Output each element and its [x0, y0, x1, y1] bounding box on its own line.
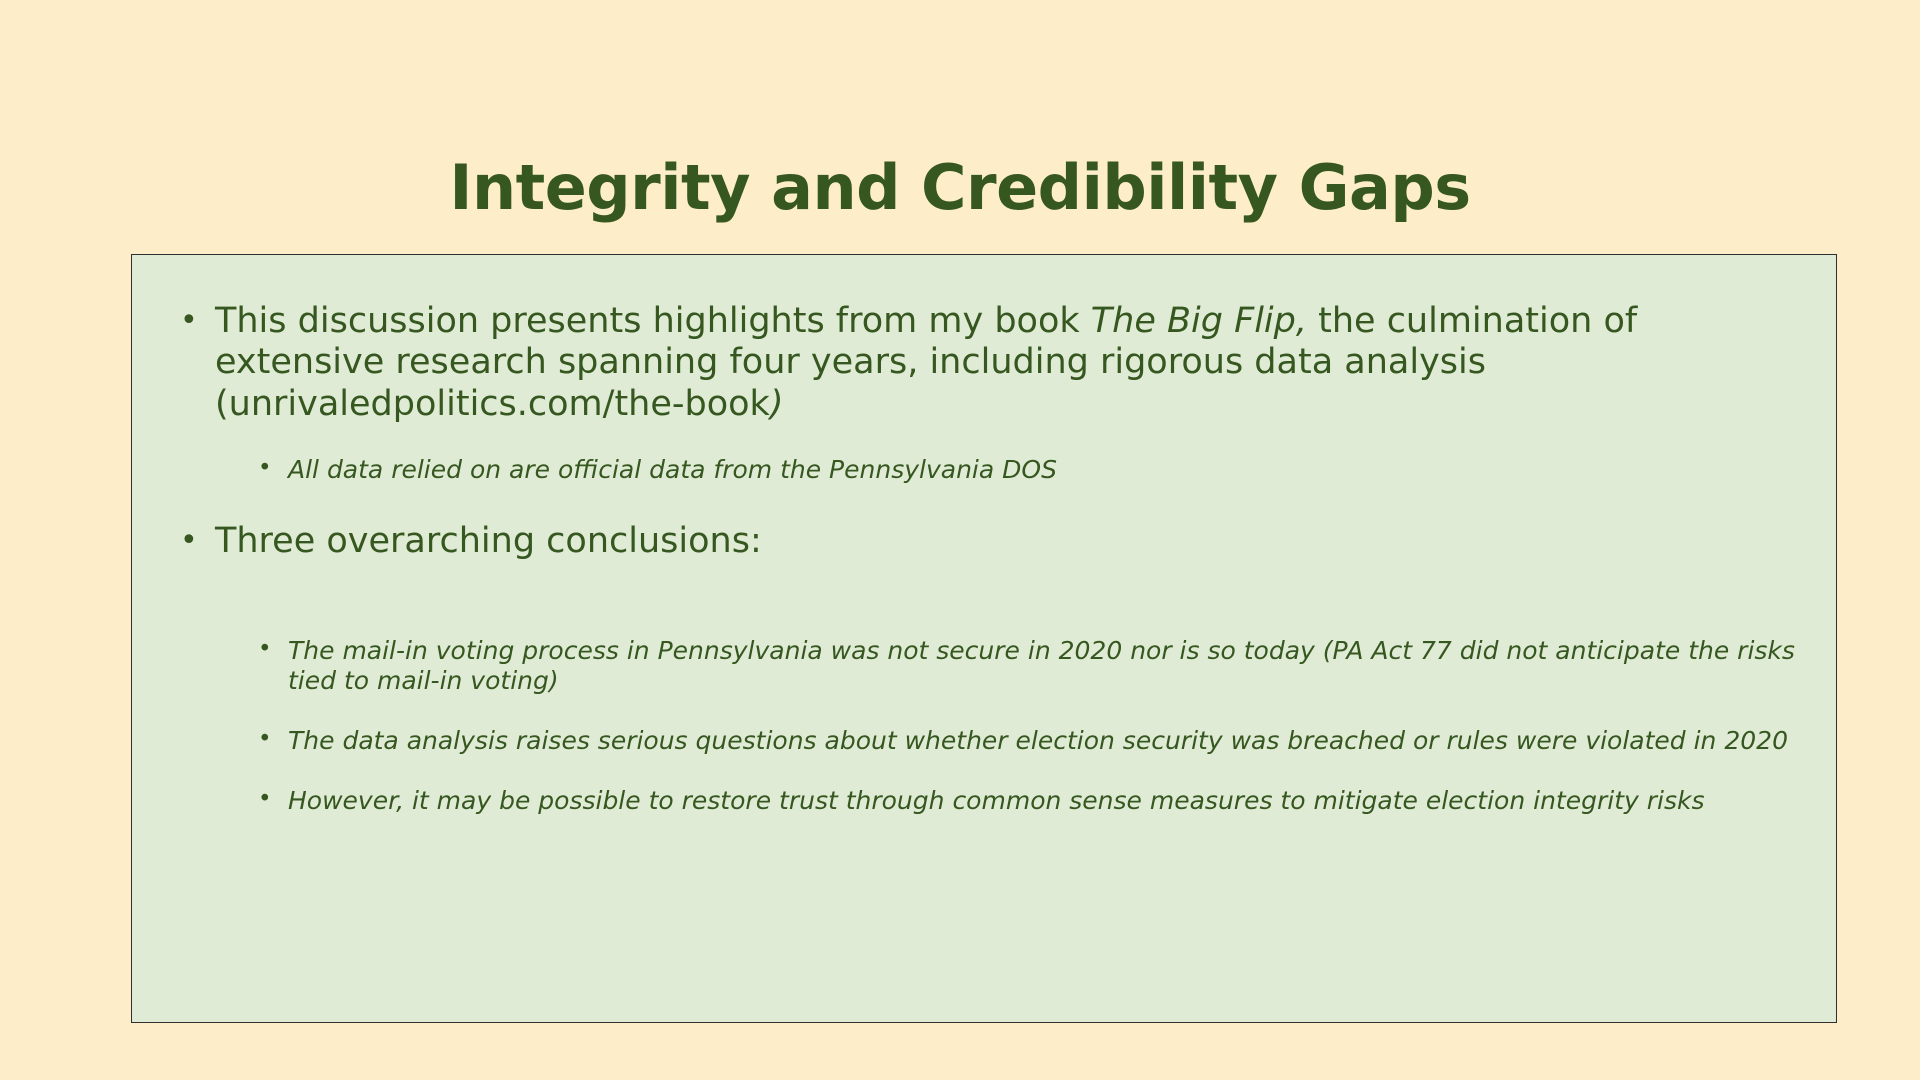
list-item-text: The data analysis raises serious questions about whether election security was breached or rules were violated in 2020 — [288, 726, 1788, 756]
text-run: the culmination of extensive research spanning four years, including rigorous data analysis (unrivaledpolitics.com/the-book — [215, 301, 1638, 424]
list-item — [162, 301, 1796, 425]
list-item-text: The mail-in voting process in Pennsylvania was not secure in 2020 nor is so today (PA Act 77 did not anticipate the risks tied to mail-in voting) — [288, 636, 1795, 696]
text-run-italic: The Big Flip, — [1090, 301, 1307, 341]
spacer — [162, 572, 1796, 606]
page-title: Integrity and Credibility Gaps — [449, 150, 1471, 224]
bullet-list — [162, 301, 1796, 816]
content-panel — [131, 254, 1837, 1023]
list-item-text: However, it may be possible to restore trust through common sense measures to mitigate election integrity risks — [288, 786, 1705, 816]
list-item — [162, 726, 1796, 756]
text-run: This discussion presents highlights from my book — [215, 301, 1091, 341]
bullet-icon: • — [258, 636, 272, 663]
bullet-icon: • — [180, 303, 198, 338]
sub-bullet-list — [162, 636, 1796, 816]
bullet-icon: • — [258, 454, 272, 481]
list-item — [162, 455, 1796, 485]
list-item-text: All data relied on are official data from the Pennsylvania DOS — [288, 454, 1057, 484]
bullet-icon: • — [258, 726, 272, 753]
bullet-icon: • — [258, 786, 272, 813]
list-item — [162, 521, 1796, 562]
sub-bullet-list — [162, 455, 1796, 485]
list-item — [162, 636, 1796, 696]
list-item-text: Three overarching conclusions: — [215, 520, 762, 561]
text-run-italic: ) — [769, 383, 784, 424]
list-item-text — [215, 301, 1637, 424]
list-item — [162, 786, 1796, 816]
bullet-icon: • — [180, 522, 198, 558]
